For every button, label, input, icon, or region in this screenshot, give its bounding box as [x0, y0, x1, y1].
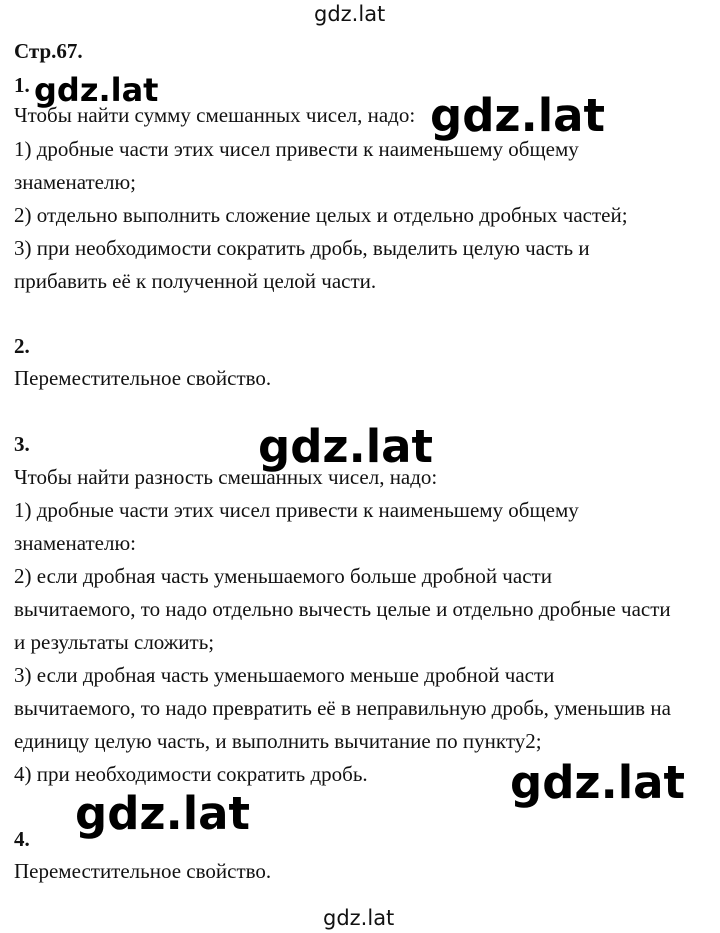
section-3-line-1: Чтобы найти разность смешанных чисел, надо: [14, 465, 438, 489]
section-4-line-1: Переместительное свойство. [14, 859, 272, 883]
section-1-line-6: прибавить её к полученной целой части. [14, 269, 377, 293]
watermark-3: gdz.lat [258, 420, 434, 473]
watermark-4: gdz.lat [510, 756, 686, 809]
section-3-line-5: вычитаемого, то надо отдельно вычесть целые и отдельно дробные части [14, 597, 671, 621]
footer-site-name: gdz.lat [323, 906, 395, 930]
section-3-line-6: и результаты сложить; [14, 630, 215, 654]
watermark-2: gdz.lat [430, 89, 606, 142]
section-1-line-2: 1) дробные части этих чисел привести к наименьшему общему [14, 137, 579, 161]
page-title: Стр.67. [14, 39, 83, 63]
section-3-line-2: 1) дробные части этих чисел привести к наименьшему общему [14, 498, 579, 522]
section-number-2: 2. [14, 334, 30, 358]
section-3-line-8: вычитаемого, то надо превратить её в неправильную дробь, уменьшив на [14, 696, 671, 720]
section-1-line-1: Чтобы найти сумму смешанных чисел, надо: [14, 103, 416, 127]
section-1-line-5: 3) при необходимости сократить дробь, выделить целую часть и [14, 236, 590, 260]
section-number-1: 1. [14, 73, 30, 97]
section-3-line-7: 3) если дробная часть уменьшаемого меньше дробной части [14, 663, 555, 687]
watermark-5: gdz.lat [75, 787, 251, 840]
watermark-1: gdz.lat [34, 71, 159, 109]
section-3-line-9: единицу целую часть, и выполнить вычитание по пункту2; [14, 729, 542, 753]
section-1-line-4: 2) отдельно выполнить сложение целых и отдельно дробных частей; [14, 203, 628, 227]
section-3-line-3: знаменателю: [14, 531, 136, 555]
section-2-line-1: Переместительное свойство. [14, 366, 272, 390]
section-number-3: 3. [14, 432, 30, 456]
header-site-name: gdz.lat [314, 2, 386, 26]
section-number-4: 4. [14, 827, 30, 851]
section-3-line-10: 4) при необходимости сократить дробь. [14, 762, 368, 786]
section-3-line-4: 2) если дробная часть уменьшаемого больше дробной части [14, 564, 552, 588]
section-1-line-3: знаменателю; [14, 170, 136, 194]
